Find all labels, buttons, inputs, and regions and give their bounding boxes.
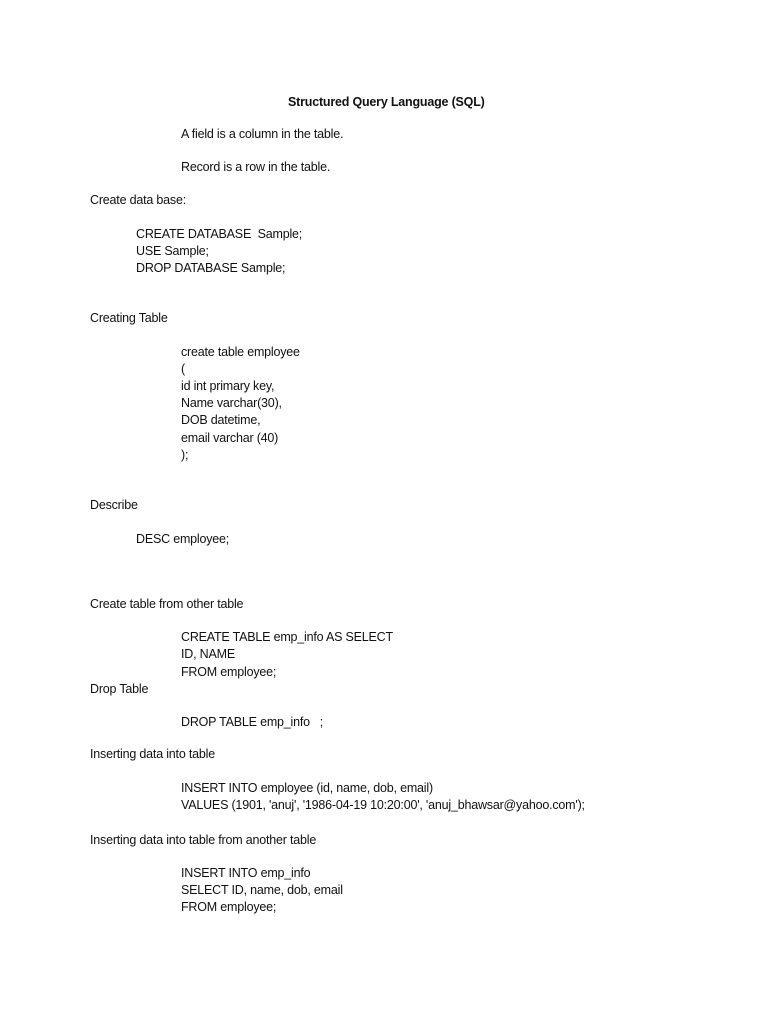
section-heading-describe: Describe [90,498,138,512]
code-line: INSERT INTO emp_info [181,866,311,880]
code-line: FROM employee; [181,665,277,679]
code-line: ); [181,448,189,462]
section-heading-inserting-from-another: Inserting data into table from another table [90,833,317,847]
code-line: VALUES (1901, 'anuj', '1986-04-19 10:20:00', 'anuj_bhawsar@yahoo.com'); [181,798,585,812]
code-line: create table employee [181,345,300,359]
code-line: DROP DATABASE Sample; [136,261,286,275]
section-heading-create-table-from-other: Create table from other table [90,597,244,611]
code-line: Name varchar(30), [181,396,282,410]
code-line: DROP TABLE emp_info ; [181,715,323,729]
section-heading-create-database: Create data base: [90,193,186,207]
code-line: CREATE DATABASE Sample; [136,227,303,241]
code-line: USE Sample; [136,244,209,258]
code-line: INSERT INTO employee (id, name, dob, email) [181,781,433,795]
code-line: ( [181,362,185,376]
section-heading-creating-table: Creating Table [90,311,168,325]
section-heading-inserting-data: Inserting data into table [90,747,215,761]
code-line: id int primary key, [181,379,275,393]
document-title: Structured Query Language (SQL) [288,95,485,109]
intro-field-definition: A field is a column in the table. [181,127,344,141]
code-line: ID, NAME [181,647,235,661]
code-line: CREATE TABLE emp_info AS SELECT [181,630,393,644]
code-line: FROM employee; [181,900,277,914]
section-heading-drop-table: Drop Table [90,682,149,696]
code-line: email varchar (40) [181,431,279,445]
code-line: DESC employee; [136,532,230,546]
code-line: DOB datetime, [181,413,261,427]
intro-record-definition: Record is a row in the table. [181,160,331,174]
code-line: SELECT ID, name, dob, email [181,883,343,897]
